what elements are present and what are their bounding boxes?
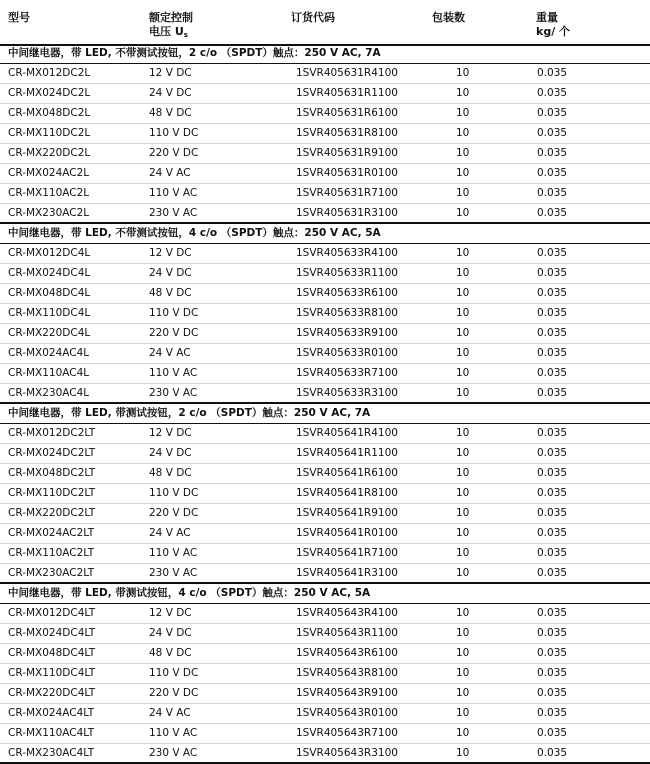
cell-voltage: 24 V DC bbox=[149, 447, 192, 459]
cell-weight: 0.035 bbox=[537, 507, 568, 519]
cell-weight: 0.035 bbox=[537, 347, 568, 359]
cell-pack-qty: 10 bbox=[456, 127, 470, 139]
cell-voltage: 12 V DC bbox=[149, 67, 192, 79]
cell-model: CR-MX230AC4LT bbox=[8, 747, 95, 759]
cell-voltage: 24 V AC bbox=[149, 347, 191, 359]
cell-order-code: 1SVR405643R6100 bbox=[296, 647, 398, 659]
cell-order-code: 1SVR405633R7100 bbox=[296, 367, 398, 379]
cell-order-code: 1SVR405633R4100 bbox=[296, 247, 398, 259]
cell-order-code: 1SVR405633R0100 bbox=[296, 347, 398, 359]
group-title: 中间继电器，带 LED, 带测试按钮，2 c/o （SPDT）触点：250 V AC, 7A bbox=[0, 404, 650, 424]
cell-voltage: 230 V AC bbox=[149, 387, 198, 399]
cell-order-code: 1SVR405643R1100 bbox=[296, 627, 398, 639]
cell-model: CR-MX110AC2L bbox=[8, 187, 90, 199]
cell-weight: 0.035 bbox=[537, 427, 568, 439]
cell-model: CR-MX012DC4LT bbox=[8, 607, 96, 619]
cell-model: CR-MX230AC2L bbox=[8, 207, 90, 219]
table-row bbox=[0, 684, 650, 704]
table-row bbox=[0, 124, 650, 144]
cell-voltage: 24 V AC bbox=[149, 707, 191, 719]
cell-weight: 0.035 bbox=[537, 647, 568, 659]
cell-order-code: 1SVR405641R4100 bbox=[296, 427, 398, 439]
cell-weight: 0.035 bbox=[537, 207, 568, 219]
cell-weight: 0.035 bbox=[537, 307, 568, 319]
cell-weight: 0.035 bbox=[537, 327, 568, 339]
cell-order-code: 1SVR405641R7100 bbox=[296, 547, 398, 559]
cell-pack-qty: 10 bbox=[456, 327, 470, 339]
header-rated-voltage-line2 bbox=[149, 25, 193, 42]
cell-weight: 0.035 bbox=[537, 387, 568, 399]
cell-order-code: 1SVR405641R1100 bbox=[296, 447, 398, 459]
cell-model: CR-MX012DC2LT bbox=[8, 427, 96, 439]
cell-order-code: 1SVR405631R6100 bbox=[296, 107, 398, 119]
cell-pack-qty: 10 bbox=[456, 727, 470, 739]
cell-voltage: 230 V AC bbox=[149, 747, 198, 759]
cell-model: CR-MX110AC4L bbox=[8, 367, 90, 379]
table-row bbox=[0, 604, 650, 624]
header-weight bbox=[536, 11, 570, 39]
table-row bbox=[0, 384, 650, 404]
cell-model: CR-MX048DC4LT bbox=[8, 647, 96, 659]
cell-pack-qty: 10 bbox=[456, 527, 470, 539]
cell-pack-qty: 10 bbox=[456, 87, 470, 99]
header-rated-voltage bbox=[149, 11, 193, 42]
cell-model: CR-MX012DC2L bbox=[8, 67, 91, 79]
cell-model: CR-MX110DC4LT bbox=[8, 667, 96, 679]
cell-pack-qty: 10 bbox=[456, 487, 470, 499]
cell-order-code: 1SVR405641R6100 bbox=[296, 467, 398, 479]
cell-order-code: 1SVR405643R3100 bbox=[296, 747, 398, 759]
cell-voltage: 48 V DC bbox=[149, 287, 192, 299]
cell-weight: 0.035 bbox=[537, 127, 568, 139]
table-row bbox=[0, 624, 650, 644]
table-row bbox=[0, 164, 650, 184]
cell-order-code: 1SVR405641R3100 bbox=[296, 567, 398, 579]
cell-voltage: 110 V AC bbox=[149, 727, 198, 739]
cell-voltage: 230 V AC bbox=[149, 567, 198, 579]
table-row bbox=[0, 704, 650, 724]
cell-order-code: 1SVR405643R4100 bbox=[296, 607, 398, 619]
cell-model: CR-MX024DC2L bbox=[8, 87, 91, 99]
cell-model: CR-MX110DC4L bbox=[8, 307, 91, 319]
cell-model: CR-MX024DC2LT bbox=[8, 447, 96, 459]
cell-voltage: 110 V AC bbox=[149, 367, 198, 379]
cell-order-code: 1SVR405631R8100 bbox=[296, 127, 398, 139]
cell-weight: 0.035 bbox=[537, 287, 568, 299]
cell-order-code: 1SVR405633R3100 bbox=[296, 387, 398, 399]
cell-voltage: 24 V AC bbox=[149, 167, 191, 179]
table-row bbox=[0, 244, 650, 264]
cell-order-code: 1SVR405631R3100 bbox=[296, 207, 398, 219]
cell-pack-qty: 10 bbox=[456, 267, 470, 279]
cell-voltage: 110 V DC bbox=[149, 127, 199, 139]
group-title: 中间继电器，带 LED, 不带测试按钮，2 c/o （SPDT）触点：250 V AC, 7A bbox=[0, 44, 650, 64]
cell-pack-qty: 10 bbox=[456, 187, 470, 199]
cell-weight: 0.035 bbox=[537, 147, 568, 159]
cell-order-code: 1SVR405641R8100 bbox=[296, 487, 398, 499]
table-row bbox=[0, 84, 650, 104]
product-table-body bbox=[0, 44, 650, 764]
table-row bbox=[0, 204, 650, 224]
cell-pack-qty: 10 bbox=[456, 347, 470, 359]
cell-pack-qty: 10 bbox=[456, 567, 470, 579]
cell-pack-qty: 10 bbox=[456, 507, 470, 519]
cell-pack-qty: 10 bbox=[456, 307, 470, 319]
table-row bbox=[0, 184, 650, 204]
group-title: 中间继电器，带 LED, 不带测试按钮，4 c/o （SPDT）触点：250 V AC, 5A bbox=[0, 224, 650, 244]
table-row bbox=[0, 344, 650, 364]
cell-voltage: 220 V DC bbox=[149, 687, 199, 699]
header-rated-voltage-subscript: s bbox=[183, 31, 188, 39]
cell-weight: 0.035 bbox=[537, 747, 568, 759]
table-row bbox=[0, 64, 650, 84]
cell-weight: 0.035 bbox=[537, 527, 568, 539]
cell-voltage: 24 V DC bbox=[149, 627, 192, 639]
cell-pack-qty: 10 bbox=[456, 447, 470, 459]
header-order-code: 订货代码 bbox=[291, 11, 335, 24]
cell-weight: 0.035 bbox=[537, 87, 568, 99]
cell-model: CR-MX220DC4L bbox=[8, 327, 91, 339]
table-row bbox=[0, 484, 650, 504]
cell-voltage: 24 V AC bbox=[149, 527, 191, 539]
header-rated-voltage-text: 电压 U bbox=[149, 25, 184, 38]
cell-voltage: 110 V AC bbox=[149, 187, 198, 199]
cell-model: CR-MX024AC2L bbox=[8, 167, 90, 179]
group-title: 中间继电器，带 LED, 带测试按钮，4 c/o （SPDT）触点：250 V AC, 5A bbox=[0, 584, 650, 604]
cell-weight: 0.035 bbox=[537, 187, 568, 199]
cell-order-code: 1SVR405643R7100 bbox=[296, 727, 398, 739]
cell-pack-qty: 10 bbox=[456, 67, 470, 79]
cell-voltage: 220 V DC bbox=[149, 507, 199, 519]
header-model: 型号 bbox=[8, 11, 30, 24]
table-row bbox=[0, 724, 650, 744]
cell-model: CR-MX024AC4LT bbox=[8, 707, 95, 719]
cell-weight: 0.035 bbox=[537, 467, 568, 479]
cell-order-code: 1SVR405631R9100 bbox=[296, 147, 398, 159]
cell-voltage: 24 V DC bbox=[149, 87, 192, 99]
table-row bbox=[0, 444, 650, 464]
cell-voltage: 24 V DC bbox=[149, 267, 192, 279]
cell-order-code: 1SVR405631R7100 bbox=[296, 187, 398, 199]
cell-pack-qty: 10 bbox=[456, 107, 470, 119]
cell-model: CR-MX012DC4L bbox=[8, 247, 91, 259]
cell-weight: 0.035 bbox=[537, 447, 568, 459]
cell-model: CR-MX024AC4L bbox=[8, 347, 90, 359]
cell-pack-qty: 10 bbox=[456, 147, 470, 159]
table-row bbox=[0, 644, 650, 664]
table-row bbox=[0, 364, 650, 384]
cell-weight: 0.035 bbox=[537, 487, 568, 499]
table-row bbox=[0, 664, 650, 684]
cell-order-code: 1SVR405633R8100 bbox=[296, 307, 398, 319]
cell-model: CR-MX220DC2L bbox=[8, 147, 91, 159]
cell-model: CR-MX048DC4L bbox=[8, 287, 91, 299]
cell-weight: 0.035 bbox=[537, 547, 568, 559]
cell-model: CR-MX110AC2LT bbox=[8, 547, 95, 559]
cell-voltage: 220 V DC bbox=[149, 147, 199, 159]
table-row bbox=[0, 504, 650, 524]
cell-pack-qty: 10 bbox=[456, 427, 470, 439]
cell-model: CR-MX230AC4L bbox=[8, 387, 90, 399]
cell-pack-qty: 10 bbox=[456, 667, 470, 679]
cell-weight: 0.035 bbox=[537, 567, 568, 579]
table-row bbox=[0, 144, 650, 164]
cell-model: CR-MX048DC2L bbox=[8, 107, 91, 119]
cell-voltage: 48 V DC bbox=[149, 467, 192, 479]
cell-weight: 0.035 bbox=[537, 707, 568, 719]
cell-weight: 0.035 bbox=[537, 727, 568, 739]
cell-pack-qty: 10 bbox=[456, 607, 470, 619]
cell-voltage: 12 V DC bbox=[149, 427, 192, 439]
cell-weight: 0.035 bbox=[537, 607, 568, 619]
cell-voltage: 110 V DC bbox=[149, 667, 199, 679]
header-pack-qty: 包装数 bbox=[432, 11, 465, 24]
cell-weight: 0.035 bbox=[537, 687, 568, 699]
cell-voltage: 220 V DC bbox=[149, 327, 199, 339]
cell-weight: 0.035 bbox=[537, 667, 568, 679]
header-weight-line1: 重量 bbox=[536, 11, 558, 24]
cell-pack-qty: 10 bbox=[456, 627, 470, 639]
cell-weight: 0.035 bbox=[537, 267, 568, 279]
cell-model: CR-MX110DC2L bbox=[8, 127, 91, 139]
cell-pack-qty: 10 bbox=[456, 367, 470, 379]
table-row bbox=[0, 284, 650, 304]
cell-pack-qty: 10 bbox=[456, 467, 470, 479]
cell-order-code: 1SVR405643R9100 bbox=[296, 687, 398, 699]
cell-order-code: 1SVR405633R9100 bbox=[296, 327, 398, 339]
cell-model: CR-MX024DC4L bbox=[8, 267, 91, 279]
cell-pack-qty: 10 bbox=[456, 647, 470, 659]
cell-voltage: 12 V DC bbox=[149, 607, 192, 619]
cell-model: CR-MX110DC2LT bbox=[8, 487, 96, 499]
table-row bbox=[0, 324, 650, 344]
cell-pack-qty: 10 bbox=[456, 707, 470, 719]
cell-pack-qty: 10 bbox=[456, 207, 470, 219]
cell-order-code: 1SVR405631R1100 bbox=[296, 87, 398, 99]
cell-voltage: 230 V AC bbox=[149, 207, 198, 219]
table-row bbox=[0, 104, 650, 124]
table-row bbox=[0, 744, 650, 764]
cell-weight: 0.035 bbox=[537, 67, 568, 79]
cell-voltage: 110 V DC bbox=[149, 487, 199, 499]
cell-weight: 0.035 bbox=[537, 107, 568, 119]
cell-order-code: 1SVR405633R1100 bbox=[296, 267, 398, 279]
cell-weight: 0.035 bbox=[537, 247, 568, 259]
cell-model: CR-MX048DC2LT bbox=[8, 467, 96, 479]
cell-order-code: 1SVR405643R8100 bbox=[296, 667, 398, 679]
table-row bbox=[0, 544, 650, 564]
cell-order-code: 1SVR405641R0100 bbox=[296, 527, 398, 539]
table-row bbox=[0, 264, 650, 284]
cell-pack-qty: 10 bbox=[456, 387, 470, 399]
cell-weight: 0.035 bbox=[537, 627, 568, 639]
cell-model: CR-MX024DC4LT bbox=[8, 627, 96, 639]
cell-pack-qty: 10 bbox=[456, 167, 470, 179]
table-row bbox=[0, 424, 650, 444]
header-weight-line2: kg/ 个 bbox=[536, 25, 571, 38]
cell-pack-qty: 10 bbox=[456, 747, 470, 759]
header-rated-voltage-line1: 额定控制 bbox=[149, 11, 193, 24]
cell-weight: 0.035 bbox=[537, 167, 568, 179]
cell-order-code: 1SVR405631R0100 bbox=[296, 167, 398, 179]
cell-pack-qty: 10 bbox=[456, 287, 470, 299]
cell-voltage: 48 V DC bbox=[149, 107, 192, 119]
cell-pack-qty: 10 bbox=[456, 247, 470, 259]
table-row bbox=[0, 524, 650, 544]
cell-model: CR-MX220DC4LT bbox=[8, 687, 96, 699]
table-row bbox=[0, 564, 650, 584]
table-row bbox=[0, 304, 650, 324]
table-row bbox=[0, 464, 650, 484]
cell-model: CR-MX220DC2LT bbox=[8, 507, 96, 519]
cell-order-code: 1SVR405631R4100 bbox=[296, 67, 398, 79]
cell-voltage: 110 V AC bbox=[149, 547, 198, 559]
cell-voltage: 48 V DC bbox=[149, 647, 192, 659]
cell-model: CR-MX230AC2LT bbox=[8, 567, 95, 579]
cell-model: CR-MX024AC2LT bbox=[8, 527, 95, 539]
cell-voltage: 110 V DC bbox=[149, 307, 199, 319]
cell-pack-qty: 10 bbox=[456, 547, 470, 559]
cell-voltage: 12 V DC bbox=[149, 247, 192, 259]
cell-model: CR-MX110AC4LT bbox=[8, 727, 95, 739]
cell-weight: 0.035 bbox=[537, 367, 568, 379]
cell-order-code: 1SVR405641R9100 bbox=[296, 507, 398, 519]
cell-order-code: 1SVR405643R0100 bbox=[296, 707, 398, 719]
cell-order-code: 1SVR405633R6100 bbox=[296, 287, 398, 299]
table-header bbox=[0, 0, 650, 46]
cell-pack-qty: 10 bbox=[456, 687, 470, 699]
